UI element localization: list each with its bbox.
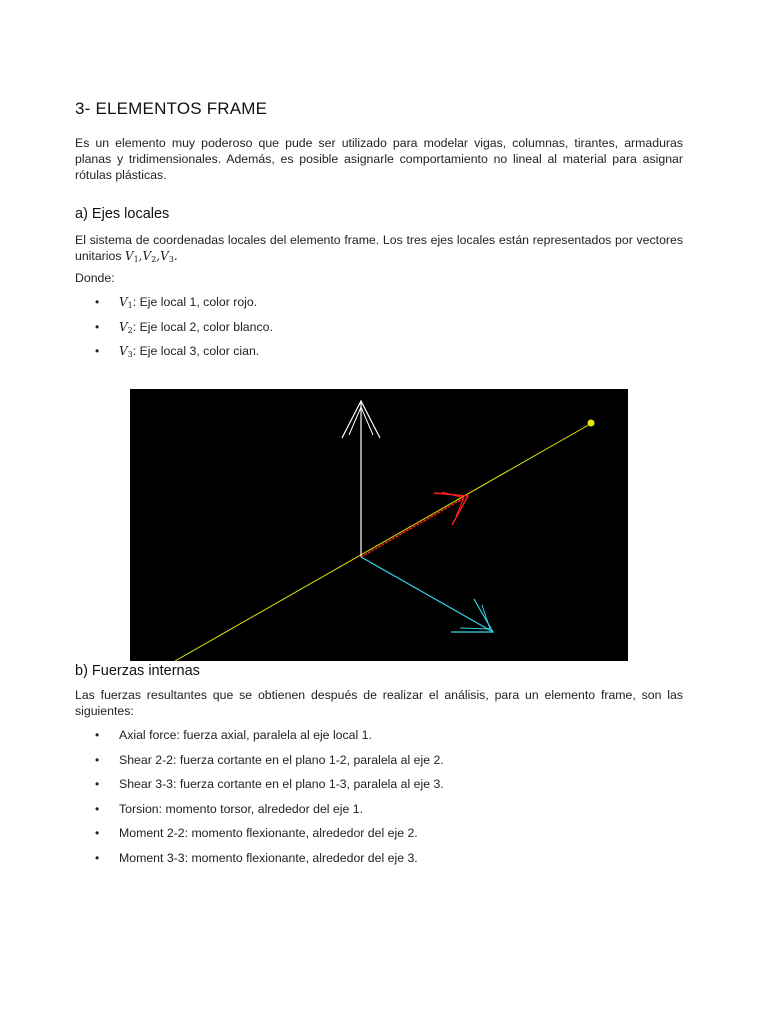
ejes-paragraph [75,232,683,268]
frame-end-node [588,420,595,427]
list-item: • Axial force: fuerza axial, paralela al eje local 1. [75,727,444,752]
list-item: • Torsion: momento torsor, alrededor del eje 1. [75,801,444,826]
donde-label: Donde: [75,271,115,285]
ejes-text: El sistema de coordenadas locales del elemento frame. Los tres ejes locales están representados por vectores unitarios [75,233,683,263]
list-item: • Shear 3-3: fuerza cortante en el plano 1-3, paralela al eje 3. [75,776,444,801]
ejes-heading: a) Ejes locales [75,206,170,222]
list-item: • $V_2$: Eje local 2, color blanco. [75,319,273,344]
section-title: 3- ELEMENTOS FRAME [75,99,268,118]
frame-element-line [175,423,592,661]
list-item: • Moment 2-2: momento flexionante, alrededor del eje 2. [75,825,444,850]
axis-2-white [342,401,380,557]
list-item: • $V_1$: Eje local 1, color rojo. [75,294,273,319]
intro-paragraph: Es un elemento muy poderoso que pude ser utilizado para modelar vigas, columnas, tirantes, armaduras planas y tridimensionales. Además, es posible asignarle comportamiento no lineal al material para asignar rótulas plásticas. [75,136,683,182]
list-item: • Shear 2-2: fuerza cortante en el plano 1-2, paralela al eje 2. [75,752,444,777]
axis-3-cyan [361,557,493,632]
fuerzas-paragraph: Las fuerzas resultantes que se obtienen después de realizar el análisis, para un elemento frame, son las siguientes: [75,688,683,718]
vector-symbols: $V_1,V_2,V_3$. [124,249,178,264]
fuerzas-heading: b) Fuerzas internas [75,663,200,679]
list-item: • $V_3$: Eje local 3, color cian. [75,343,273,368]
local-axes-figure [130,389,628,661]
fuerzas-list [75,727,444,874]
ejes-list [75,294,273,368]
list-item: • Moment 3-3: momento flexionante, alrededor del eje 3. [75,850,444,875]
